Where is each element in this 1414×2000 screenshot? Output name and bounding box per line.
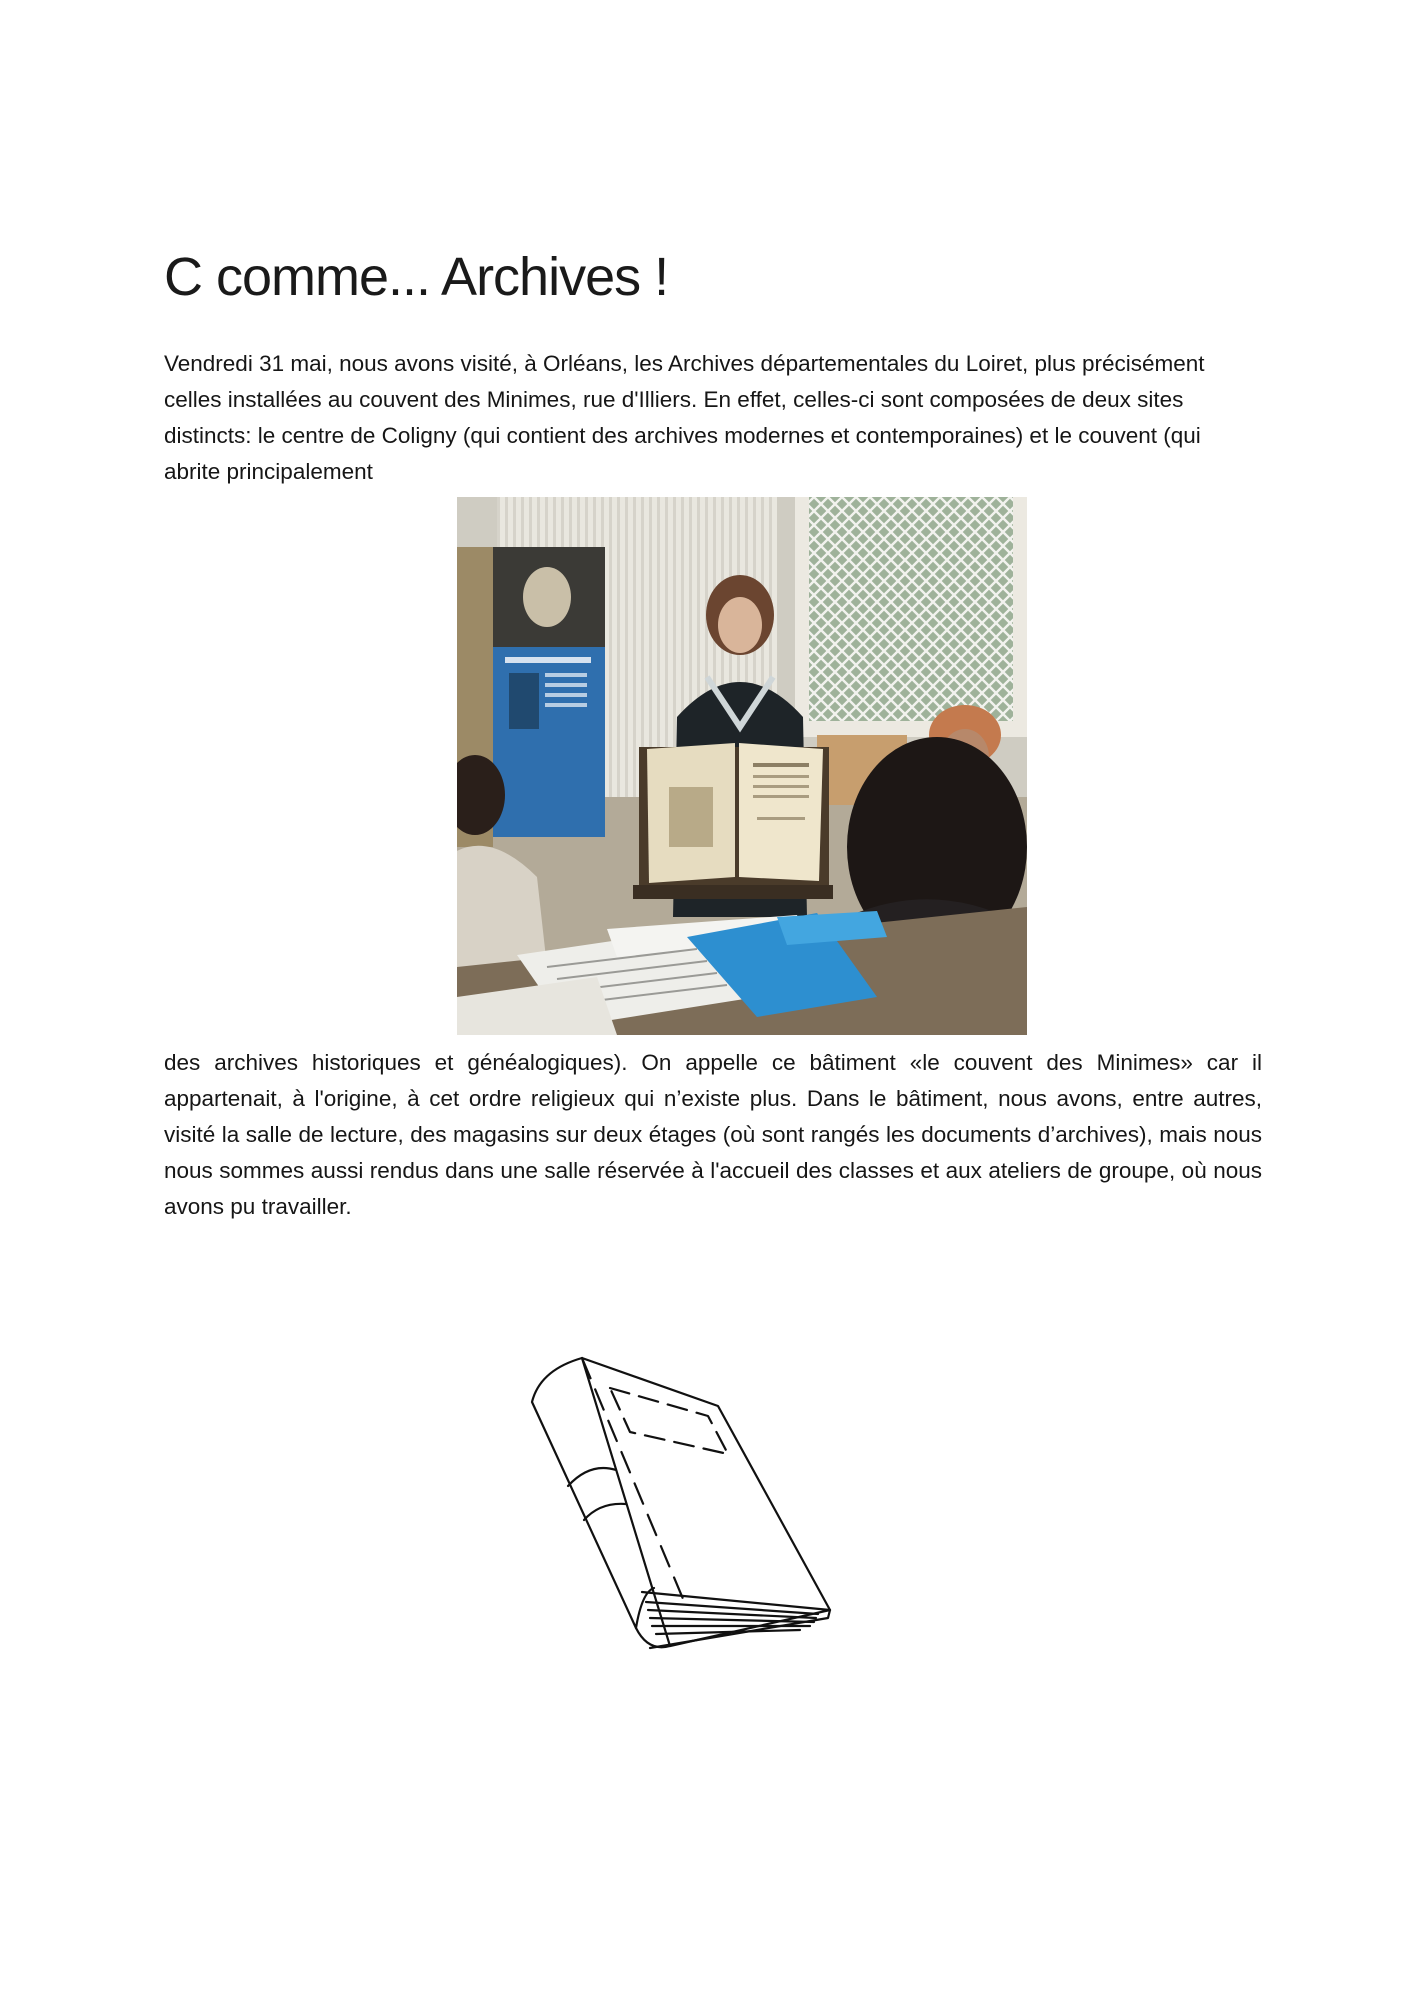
archive-visit-photo xyxy=(457,497,1027,1035)
page-title: C comme... Archives ! xyxy=(164,247,669,307)
continued-paragraph: des archives historiques et généalogiques). On appelle ce bâtiment «le couvent des Minimes» car il appartenait, à l'origine, à cet ordre religieux qui n’existe plus. Dans le bâtiment, nous avons, entre autres, visité la salle de lecture, des magasins sur deux étages (où sont rangés les documents d’archives), mais nous nous sommes aussi rendus dans une salle réservée à l'accueil des classes et aux ateliers de groupe, où nous avons pu travailler. xyxy=(164,1050,1262,1219)
intro-paragraph: Vendredi 31 mai, nous avons visité, à Orléans, les Archives départementales du Loiret, plus précisément celles installées au couvent des Minimes, rue d'Illiers. En effet, celles-ci sont composées de deux sites distincts: le centre de Coligny (qui contient des archives modernes et contemporaines) et le couvent (qui abrite principalement xyxy=(164,351,1205,484)
book-icon xyxy=(530,1352,840,1677)
